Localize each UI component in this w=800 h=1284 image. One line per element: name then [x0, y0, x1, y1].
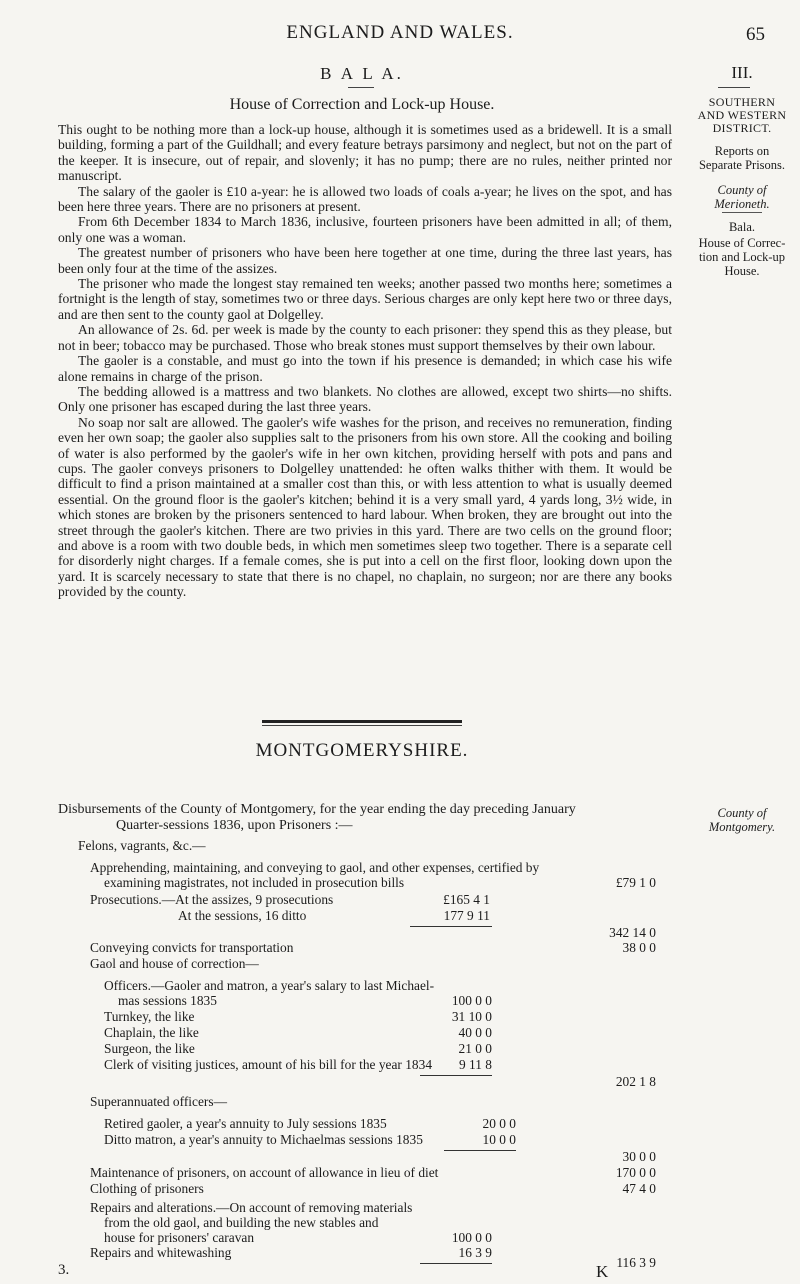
- side-bala: Bala.: [728, 220, 756, 234]
- chaplain-label: Chaplain, the like: [104, 1025, 199, 1040]
- side-county-merioneth: County of Merioneth.: [714, 183, 770, 211]
- repairs-label: Repairs and alterations.—On account of removing materials from the old gaol, and building the new stables and house for prisoners' caravan: [90, 1200, 413, 1245]
- section-divider: [262, 720, 462, 723]
- repairs-value: 100 0 0: [451, 1230, 492, 1245]
- matron-value: 10 0 0: [482, 1132, 516, 1147]
- section-subtitle: House of Correction and Lock-up House.: [229, 96, 495, 113]
- surgeon-label: Surgeon, the like: [104, 1041, 195, 1056]
- conveying-total: 38 0 0: [622, 940, 656, 955]
- prosecutions-label: Prosecutions.—At the assizes, 9 prosecutions: [90, 892, 334, 907]
- paragraph: The prisoner who made the longest stay remained ten weeks; another passed two months here; sometimes a fortnight is the length of stay, sometimes two or three days. Serious charges are only kept here two or three days, and are then sent to the county gaol at Dolgelley.: [58, 276, 672, 322]
- disbursements-intro: Disbursements of the County of Montgomery, for the year ending the day preceding January Quarter-sessions 1836, upon Prisoners :—: [58, 802, 576, 833]
- subtotal-rule: [444, 1150, 516, 1151]
- felons-heading: Felons, vagrants, &c.—: [78, 838, 206, 853]
- paragraph: This ought to be nothing more than a lock-up house, although it is sometimes used as a bridewell. It is a small building, forming a part of the Guildhall; and every feature betrays parsimony and neglect, but not on the part of the keeper. It is insecure, out of repair, and slovenly; it has no pump; there are no rules, neither printed nor manuscript.: [58, 122, 672, 184]
- paragraph: The salary of the gaoler is £10 a-year: he is allowed two loads of coals a-year; he lives on the spot, and has been here three years. There are no prisoners at present.: [58, 183, 672, 215]
- clothing-label: Clothing of prisoners: [90, 1181, 204, 1196]
- side-divider: [722, 212, 762, 213]
- prosecutions-assizes-value: £165 4 1: [443, 892, 490, 907]
- apprehending-label: Apprehending, maintaining, and conveying to gaol, and other expenses, certified by examining magistrates, not included in prosecution bills: [90, 860, 540, 890]
- section-divider: [262, 725, 462, 726]
- paragraph: No soap nor salt are allowed. The gaoler's wife washes for the prison, and receives no remuneration, finding even her own soap; the gaoler also supplies salt to the prisoners from his own store. All the cooking and boiling of water is also performed by the gaoler's wife in her own kitchen, providing herself with pots and pans and cups. The gaoler conveys prisoners to Dolgelley unattended: he often walks thither with them. It would be difficult to find a prison maintained at a smaller cost than this, or with less attention to what is usually deemed essential. On the ground floor is the gaoler's kitchen; behind it is a very small yard, 4 yards long, 3½ wide, in which stones are broken by the prisoners sentenced to hard labour. When broken, they are brought out into the street through the gaoler's kitchen. There are two privies in this yard. There are two cells on the ground floor; and above is a room with two double beds, in which men sometimes sleep two together. There is a separate cell for disorderly night charges. If a female comes, she is put into a cell on the first floor, looking down upon the yard. It is scarcely necessary to state that there is no chapel, no chaplain, no surgeon; nor are there any books provided by the county.: [58, 414, 672, 600]
- side-reports: Reports on Separate Prisons.: [698, 144, 786, 172]
- signature-mark: 3.: [58, 1262, 70, 1278]
- paragraph: From 6th December 1834 to March 1836, inclusive, fourteen prisoners have been admitted in all; of them, only one was a woman.: [58, 214, 672, 245]
- prosecutions-sessions-value: 177 9 11: [443, 908, 490, 923]
- superannuated-label: Superannuated officers—: [90, 1094, 227, 1109]
- paragraph: The greatest number of prisoners who have been here together at one time, during the three last years, has been only four at the time of the assizes.: [58, 245, 672, 276]
- officers-total: 202 1 8: [615, 1074, 656, 1089]
- matron-label: Ditto matron, a year's annuity to Michaelmas sessions 1835: [104, 1132, 423, 1147]
- whitewash-value: 16 3 9: [458, 1245, 492, 1260]
- title-divider: [348, 87, 374, 88]
- subtotal-rule: [410, 926, 492, 927]
- maintenance-total: 170 0 0: [615, 1165, 656, 1180]
- side-divider: [718, 87, 750, 88]
- turnkey-value: 31 10 0: [451, 1009, 492, 1024]
- gaol-label: Gaol and house of correction—: [90, 956, 259, 971]
- conveying-label: Conveying convicts for transportation: [90, 940, 294, 955]
- officers-value: 100 0 0: [451, 993, 492, 1008]
- side-house: House of Correc- tion and Lock-up House.: [698, 236, 786, 278]
- section-title-bala: B A L A.: [320, 64, 404, 83]
- page-number: 65: [746, 24, 765, 45]
- subtotal-rule: [420, 1075, 492, 1076]
- paragraph: The gaoler is a constable, and must go into the town if his presence is demanded; in which case his wife alone remains in charge of the prison.: [58, 353, 672, 384]
- clerk-label: Clerk of visiting justices, amount of his bill for the year 1834: [104, 1057, 433, 1072]
- retired-gaoler-value: 20 0 0: [482, 1116, 516, 1131]
- gathering-letter: K: [596, 1262, 609, 1281]
- side-county-montgomery: County of Montgomery.: [708, 806, 776, 834]
- paragraph: An allowance of 2s. 6d. per week is made by the county to each prisoner: they spend this as they please, but not in beer; tobacco may be purchased. Those who break stones must support themselves by their own labour.: [58, 322, 672, 353]
- superannuated-total: 30 0 0: [622, 1149, 656, 1164]
- prosecutions-total: 342 14 0: [609, 925, 656, 940]
- bala-body: [58, 122, 672, 600]
- officers-label: Officers.—Gaoler and matron, a year's salary to last Michael- mas sessions 1835: [104, 978, 435, 1008]
- side-district: SOUTHERN AND WESTERN DISTRICT.: [697, 95, 787, 135]
- surgeon-value: 21 0 0: [458, 1041, 492, 1056]
- side-section-number: III.: [731, 63, 753, 82]
- paragraph: The bedding allowed is a mattress and two blankets. No clothes are allowed, except two shirts—no shifts. Only one prisoner has escaped during the last three years.: [58, 383, 672, 415]
- whitewash-label: Repairs and whitewashing: [90, 1245, 232, 1260]
- clerk-value: 9 11 8: [459, 1057, 492, 1072]
- clothing-total: 47 4 0: [622, 1181, 656, 1196]
- repairs-total: 116 3 9: [616, 1255, 656, 1270]
- running-header: ENGLAND AND WALES.: [286, 22, 514, 43]
- chaplain-value: 40 0 0: [458, 1025, 492, 1040]
- section-title-montgomeryshire: MONTGOMERYSHIRE.: [255, 740, 469, 761]
- subtotal-rule: [420, 1263, 492, 1264]
- sessions-label: At the sessions, 16 ditto: [178, 908, 307, 923]
- retired-gaoler-label: Retired gaoler, a year's annuity to July sessions 1835: [104, 1116, 387, 1131]
- maintenance-label: Maintenance of prisoners, on account of allowance in lieu of diet: [90, 1165, 439, 1180]
- apprehending-total: £79 1 0: [615, 875, 656, 890]
- turnkey-label: Turnkey, the like: [104, 1009, 195, 1024]
